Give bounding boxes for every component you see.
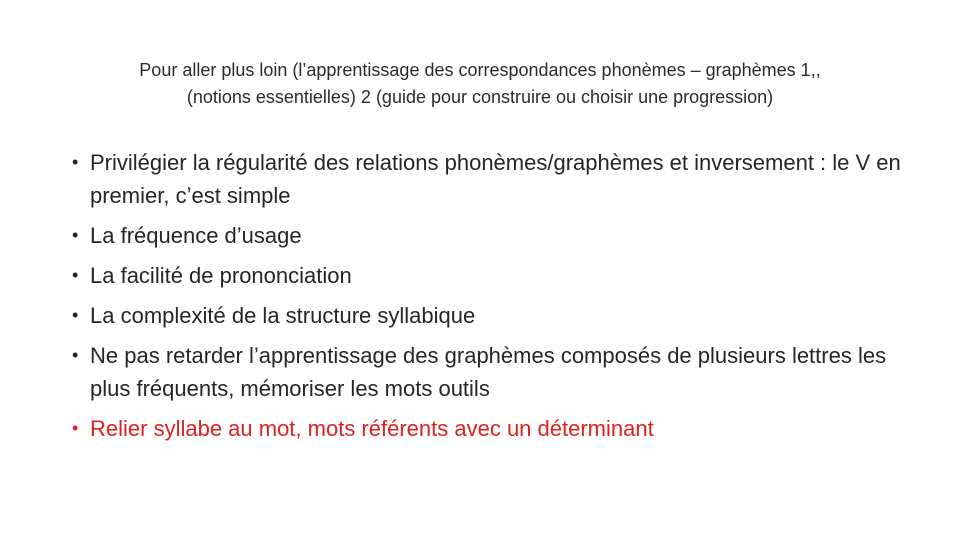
- bullet-item: [72, 299, 912, 332]
- bullet-item-highlighted: [72, 412, 912, 445]
- bullet-text: Ne pas retarder l’apprentissage des graphèmes composés de plusieurs lettres les plus fréquents, mémoriser les mots outils: [90, 343, 887, 401]
- bullet-item: [72, 146, 912, 212]
- bullet-item: [72, 219, 912, 252]
- bullet-marker: •: [72, 225, 79, 245]
- title-line-1: Pour aller plus loin (l’apprentissage des correspondances phonèmes – graphèmes 1,,: [139, 60, 821, 80]
- bullet-marker: •: [72, 305, 79, 325]
- bullet-item: [72, 259, 912, 292]
- bullet-marker: •: [72, 345, 79, 365]
- bullet-marker: •: [72, 265, 79, 285]
- bullet-item: [72, 339, 912, 405]
- bullet-text: La fréquence d’usage: [90, 223, 302, 248]
- bullet-text: Privilégier la régularité des relations phonèmes/graphèmes et inversement : le V en premier, c’est simple: [90, 150, 901, 208]
- slide-title: [40, 57, 920, 111]
- bullet-marker: •: [72, 418, 79, 438]
- title-line-2: (notions essentielles) 2 (guide pour construire ou choisir une progression): [186, 87, 774, 107]
- bullet-text: Relier syllabe au mot, mots référents avec un déterminant: [90, 416, 654, 441]
- bullet-marker: •: [72, 152, 79, 172]
- bullet-text: La facilité de prononciation: [90, 263, 352, 288]
- bullet-text: La complexité de la structure syllabique: [90, 303, 476, 328]
- bullet-list: [72, 146, 912, 452]
